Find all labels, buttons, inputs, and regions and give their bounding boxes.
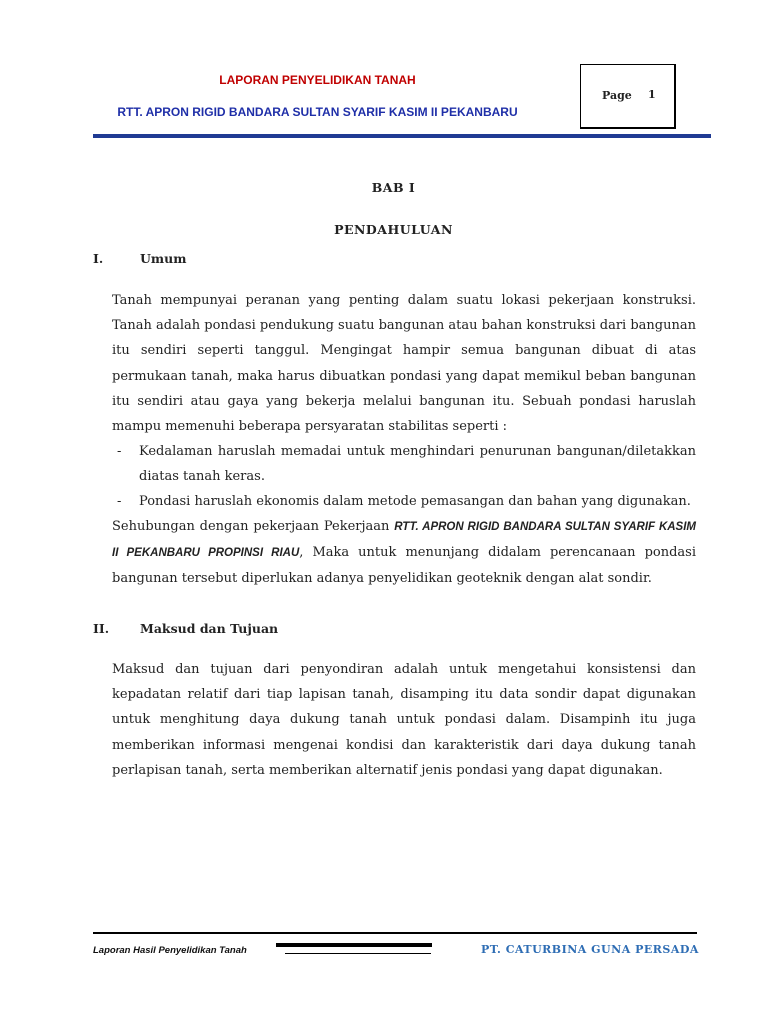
bullet-dash: - — [117, 494, 122, 509]
chapter-title: PENDAHULUAN — [334, 222, 453, 237]
closing-prefix: Sehubungan dengan pekerjaan Pekerjaan — [112, 519, 395, 534]
page-label: Page — [602, 89, 632, 102]
footer-rule — [93, 932, 697, 934]
chapter-label: BAB I — [371, 180, 416, 195]
closing-suffix: , Maka untuk menunjang didalam perencanaan pondasi bangunan tersebut diperlukan adanya penyelidikan geoteknik dengan alat sondir. — [112, 545, 696, 587]
page-number-box — [580, 64, 676, 129]
section-1-closing — [112, 514, 696, 592]
section-2-number: II. — [93, 621, 110, 636]
bullet-text: Pondasi haruslah ekonomis dalam metode pemasangan dan bahan yang digunakan. — [139, 494, 691, 509]
bullet-text: Kedalaman haruslah memadai untuk menghindari penurunan bangunan/diletakkan diatas tanah keras. — [139, 444, 696, 485]
footer-company-name: PT. CATURBINA GUNA PERSADA — [481, 943, 699, 956]
project-name: RTT. APRON RIGID BANDARA SULTAN SYARIF KASIM II PEKANBARU PROPINSI RIAU — [112, 521, 697, 560]
page-number: 1 — [648, 88, 656, 101]
section-1-title: Umum — [140, 251, 187, 266]
list-item — [112, 439, 696, 489]
section-1-paragraph: Tanah mempunyai peranan yang penting dalam suatu lokasi pekerjaan konstruksi. Tanah adalah pondasi pendukung suatu bangunan atau bahan konstruksi dari bangunan itu sendiri seperti tanggul. Mengingat hampir semua bangunan dibuat di atas permukaan tanah, maka harus dibuatkan pondasi yang dapat memikul beban bangunan itu sendiri atau gaya yang bekerja melalui bangunan itu. Sebuah pondasi haruslah mampu memenuhi beberapa persyaratan stabilitas seperti : — [112, 293, 696, 435]
section-2-title: Maksud dan Tujuan — [140, 621, 279, 636]
footer-report-name: Laporan Hasil Penyelidikan Tanah — [93, 945, 247, 956]
footer-thick-bar — [276, 943, 432, 947]
section-1-number: I. — [93, 251, 104, 266]
footer-thin-bar — [285, 953, 431, 954]
section-2-paragraph: Maksud dan tujuan dari penyondiran adalah untuk mengetahui konsistensi dan kepadatan relatif dari tiap lapisan tanah, disamping itu data sondir dapat digunakan untuk menghitung daya dukung tanah untuk pondasi dalam. Disampinh itu juga memberikan informasi mengenai kondisi dan karakteristik dari daya dukung tanah perlapisan tanah, serta memberikan alternatif jenis pondasi yang dapat digunakan. — [112, 662, 696, 778]
report-title: LAPORAN PENYELIDIKAN TANAH — [219, 73, 416, 87]
header-rule — [93, 134, 711, 138]
project-subtitle: RTT. APRON RIGID BANDARA SULTAN SYARIF KASIM II PEKANBARU — [117, 105, 518, 119]
list-item — [112, 489, 696, 514]
bullet-dash: - — [117, 444, 122, 459]
